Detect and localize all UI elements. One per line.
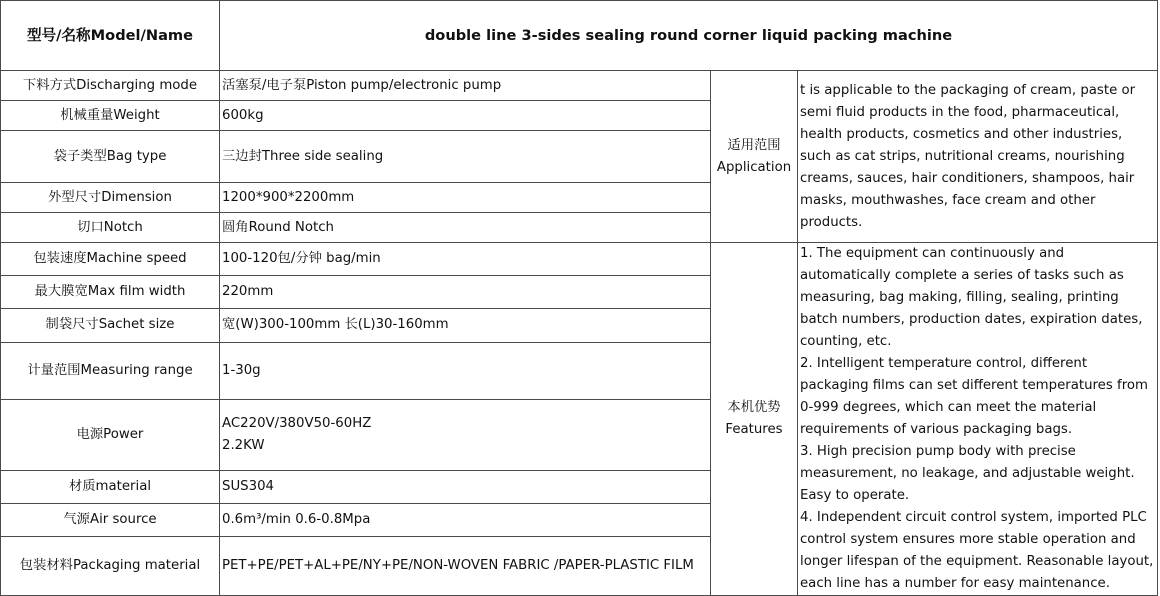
application-label-cn: 适用范围	[727, 137, 781, 153]
spec-value: 三边封Three side sealing	[220, 131, 711, 183]
application-label	[711, 71, 798, 243]
spec-name: 最大膜宽Max film width	[1, 276, 220, 309]
spec-name: 下料方式Discharging mode	[1, 71, 220, 101]
spec-value: PET+PE/PET+AL+PE/NY+PE/NON-WOVEN FABRIC /PAPER-PLASTIC FILM	[220, 537, 711, 596]
spec-value: 1200*900*2200mm	[220, 183, 711, 213]
spec-value: 100-120包/分钟 bag/min	[220, 243, 711, 276]
feature-item: 2. Intelligent temperature control, different packaging films can set different temperatures from 0-999 degrees, which can meet the material requirements of various packaging bags.	[800, 356, 1148, 437]
spec-value: SUS304	[220, 470, 711, 503]
spec-name: 制袋尺寸Sachet size	[1, 309, 220, 342]
spec-value: 600kg	[220, 101, 711, 131]
spec-value: 活塞泵/电子泵Piston pump/electronic pump	[220, 71, 711, 101]
table-row	[1, 71, 1158, 101]
application-label-en: Application	[716, 159, 792, 175]
spec-value: 220mm	[220, 276, 711, 309]
spec-value: 0.6m³/min 0.6-0.8Mpa	[220, 504, 711, 537]
table-row	[1, 243, 1158, 276]
spec-name: 外型尺寸Dimension	[1, 183, 220, 213]
features-text	[798, 243, 1158, 596]
power-wattage: 2.2KW	[222, 438, 265, 453]
feature-item: 4. Independent circuit control system, imported PLC control system ensures more stable operation and longer lifespan of the equipment. Reasonable layout, each line has a number for easy maintenance.	[800, 510, 1154, 591]
model-name-label: 型号/名称Model/Name	[1, 1, 220, 71]
spec-name: 袋子类型Bag type	[1, 131, 220, 183]
application-text: t is applicable to the packaging of cream, paste or semi fluid products in the food, pharmaceutical, health products, cosmetics and other industries, such as cat strips, nutritional creams, nourishing creams, sauces, hair conditioners, shampoos, hair masks, mouthwashes, face cream and other products.	[798, 71, 1158, 243]
feature-item: 1. The equipment can continuously and automatically complete a series of tasks such as measuring, bag making, filling, sealing, printing batch numbers, production dates, expiration dates, counting, etc.	[800, 246, 1143, 349]
header-row	[1, 1, 1158, 71]
spec-value	[220, 400, 711, 471]
spec-value: 圆角Round Notch	[220, 213, 711, 243]
spec-name: 包装材料Packaging material	[1, 537, 220, 596]
features-label	[711, 243, 798, 596]
spec-value: 1-30g	[220, 342, 711, 400]
spec-name: 切口Notch	[1, 213, 220, 243]
machine-title: double line 3-sides sealing round corner liquid packing machine	[220, 1, 1158, 71]
spec-name: 计量范围Measuring range	[1, 342, 220, 400]
spec-name: 材质material	[1, 470, 220, 503]
features-label-cn: 本机优势	[727, 400, 781, 415]
feature-item: 3. High precision pump body with precise measurement, no leakage, and adjustable weight. Easy to operate.	[800, 444, 1135, 503]
spec-name: 包装速度Machine speed	[1, 243, 220, 276]
spec-name: 气源Air source	[1, 504, 220, 537]
spec-name: 电源Power	[1, 400, 220, 471]
spec-name: 机械重量Weight	[1, 101, 220, 131]
features-label-en: Features	[725, 422, 783, 437]
spec-value: 宽(W)300-100mm 长(L)30-160mm	[220, 309, 711, 342]
power-voltage: AC220V/380V50-60HZ	[222, 416, 372, 431]
